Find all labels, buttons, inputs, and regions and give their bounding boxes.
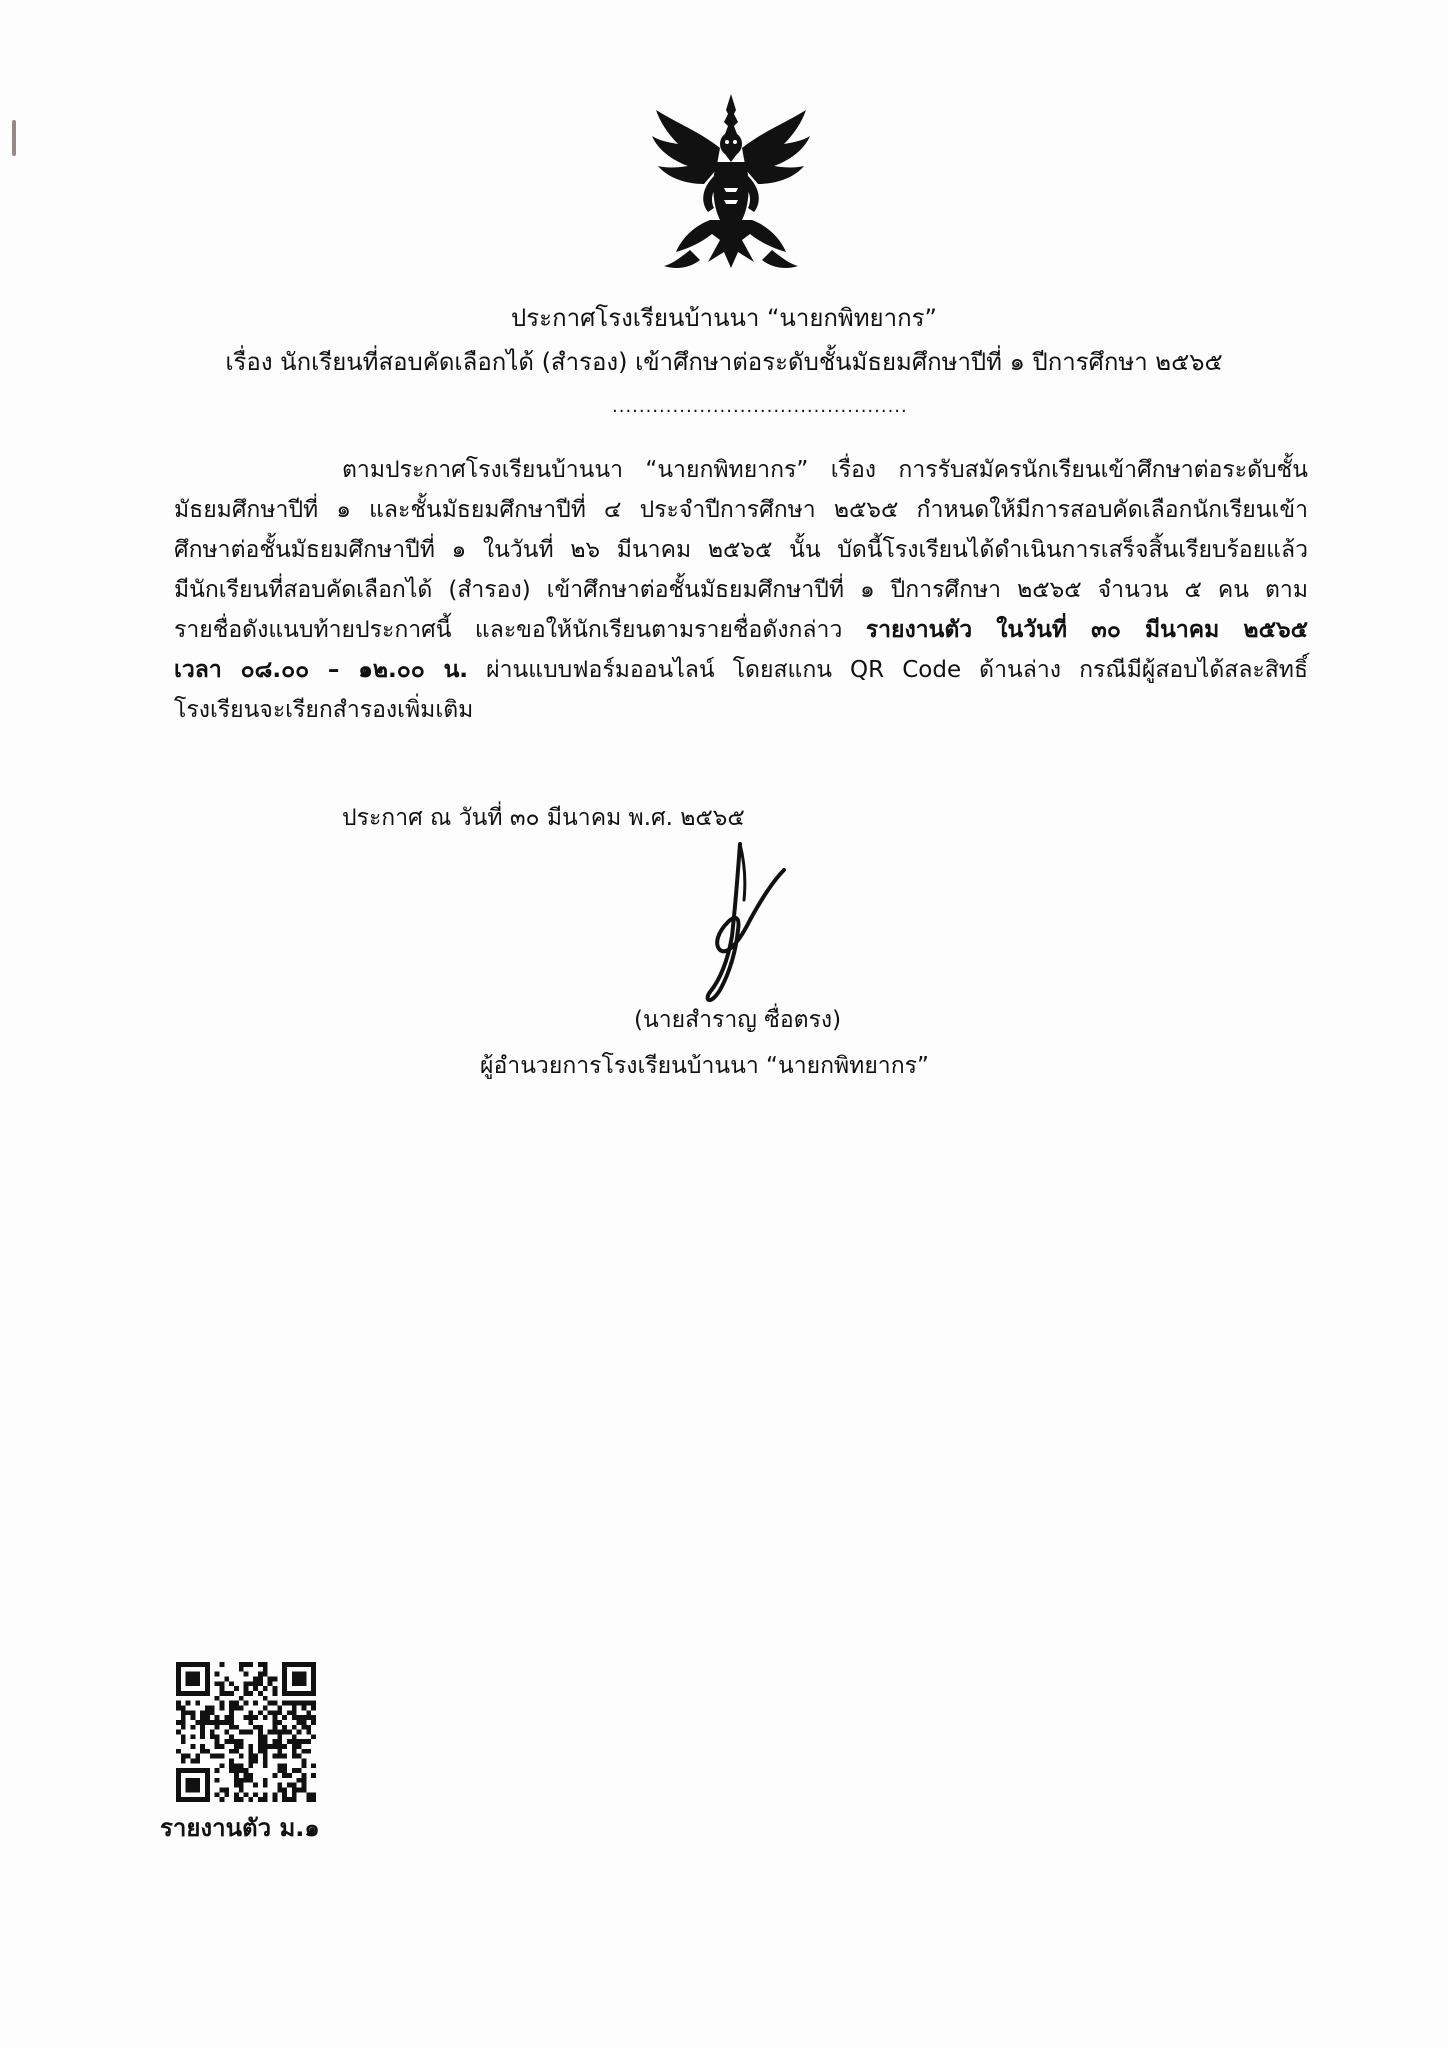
scan-edge-mark — [12, 120, 16, 156]
announcement-body — [174, 450, 1308, 730]
announcement-subject: เรื่อง นักเรียนที่สอบคัดเลือกได้ (สำรอง) เข้าศึกษาต่อระดับชั้นมัธยมศึกษาปีที่ ๑ ปีการศึกษา ๒๕๖๕ — [225, 348, 1223, 376]
announcement-date: ประกาศ ณ วันที่ ๓๐ มีนาคม พ.ศ. ๒๕๖๕ — [342, 805, 745, 831]
report-time-bold: เวลา ๐๘.๐๐ – ๑๒.๐๐ น. — [174, 657, 469, 683]
body-text-plain: ผ่านแบบฟอร์มออนไลน์ โดยสแกน QR Code ด้านล่าง กรณีมีผู้สอบได้สละสิทธิ์ — [486, 657, 1309, 683]
signer-position: ผู้อำนวยการโรงเรียนบ้านนา “นายกพิทยากร” — [480, 1053, 929, 1079]
announcement-title: ประกาศโรงเรียนบ้านนา “นายกพิทยากร” — [511, 304, 937, 332]
body-line: มีนักเรียนที่สอบคัดเลือกได้ (สำรอง) เข้าศึกษาต่อชั้นมัธยมศึกษาปีที่ ๑ ปีการศึกษา ๒๕๖๕ จำนวน ๕ คน ตาม — [174, 577, 1308, 603]
announcement-header — [0, 296, 1448, 384]
title-separator: ............................................ — [612, 396, 908, 417]
body-text-plain: รายชื่อดังแนบท้ายประกาศนี้ และขอให้นักเรียนตามรายชื่อดังกล่าว — [174, 617, 843, 643]
report-date-bold: รายงานตัว ในวันที่ ๓๐ มีนาคม ๒๕๖๕ — [865, 617, 1308, 643]
body-line — [174, 610, 1308, 650]
qr-code-icon[interactable] — [176, 1662, 316, 1802]
body-line: โรงเรียนจะเรียกสำรองเพิ่มเติม — [174, 697, 474, 723]
body-line: มัธยมศึกษาปีที่ ๑ และชั้นมัธยมศึกษาปีที่ ๔ ประจำปีการศึกษา ๒๕๖๕ กำหนดให้มีการสอบคัดเลือกนักเรียนเข้า — [174, 497, 1308, 523]
body-line — [174, 650, 1308, 690]
signer-name: (นายสำราญ ซื่อตรง) — [634, 1007, 842, 1033]
garuda-emblem-icon — [650, 92, 812, 274]
body-line: ตามประกาศโรงเรียนบ้านนา “นายกพิทยากร” เรื่อง การรับสมัครนักเรียนเข้าศึกษาต่อระดับชั้น — [342, 457, 1308, 483]
body-line: ศึกษาต่อชั้นมัธยมศึกษาปีที่ ๑ ในวันที่ ๒๖ มีนาคม ๒๕๖๕ นั้น บัดนี้โรงเรียนได้ดำเนินการเสร็จสิ้นเรียบร้อยแล้ว — [174, 537, 1308, 563]
signature-mark — [680, 840, 800, 1010]
qr-caption: รายงานตัว ม.๑ — [160, 1814, 320, 1842]
